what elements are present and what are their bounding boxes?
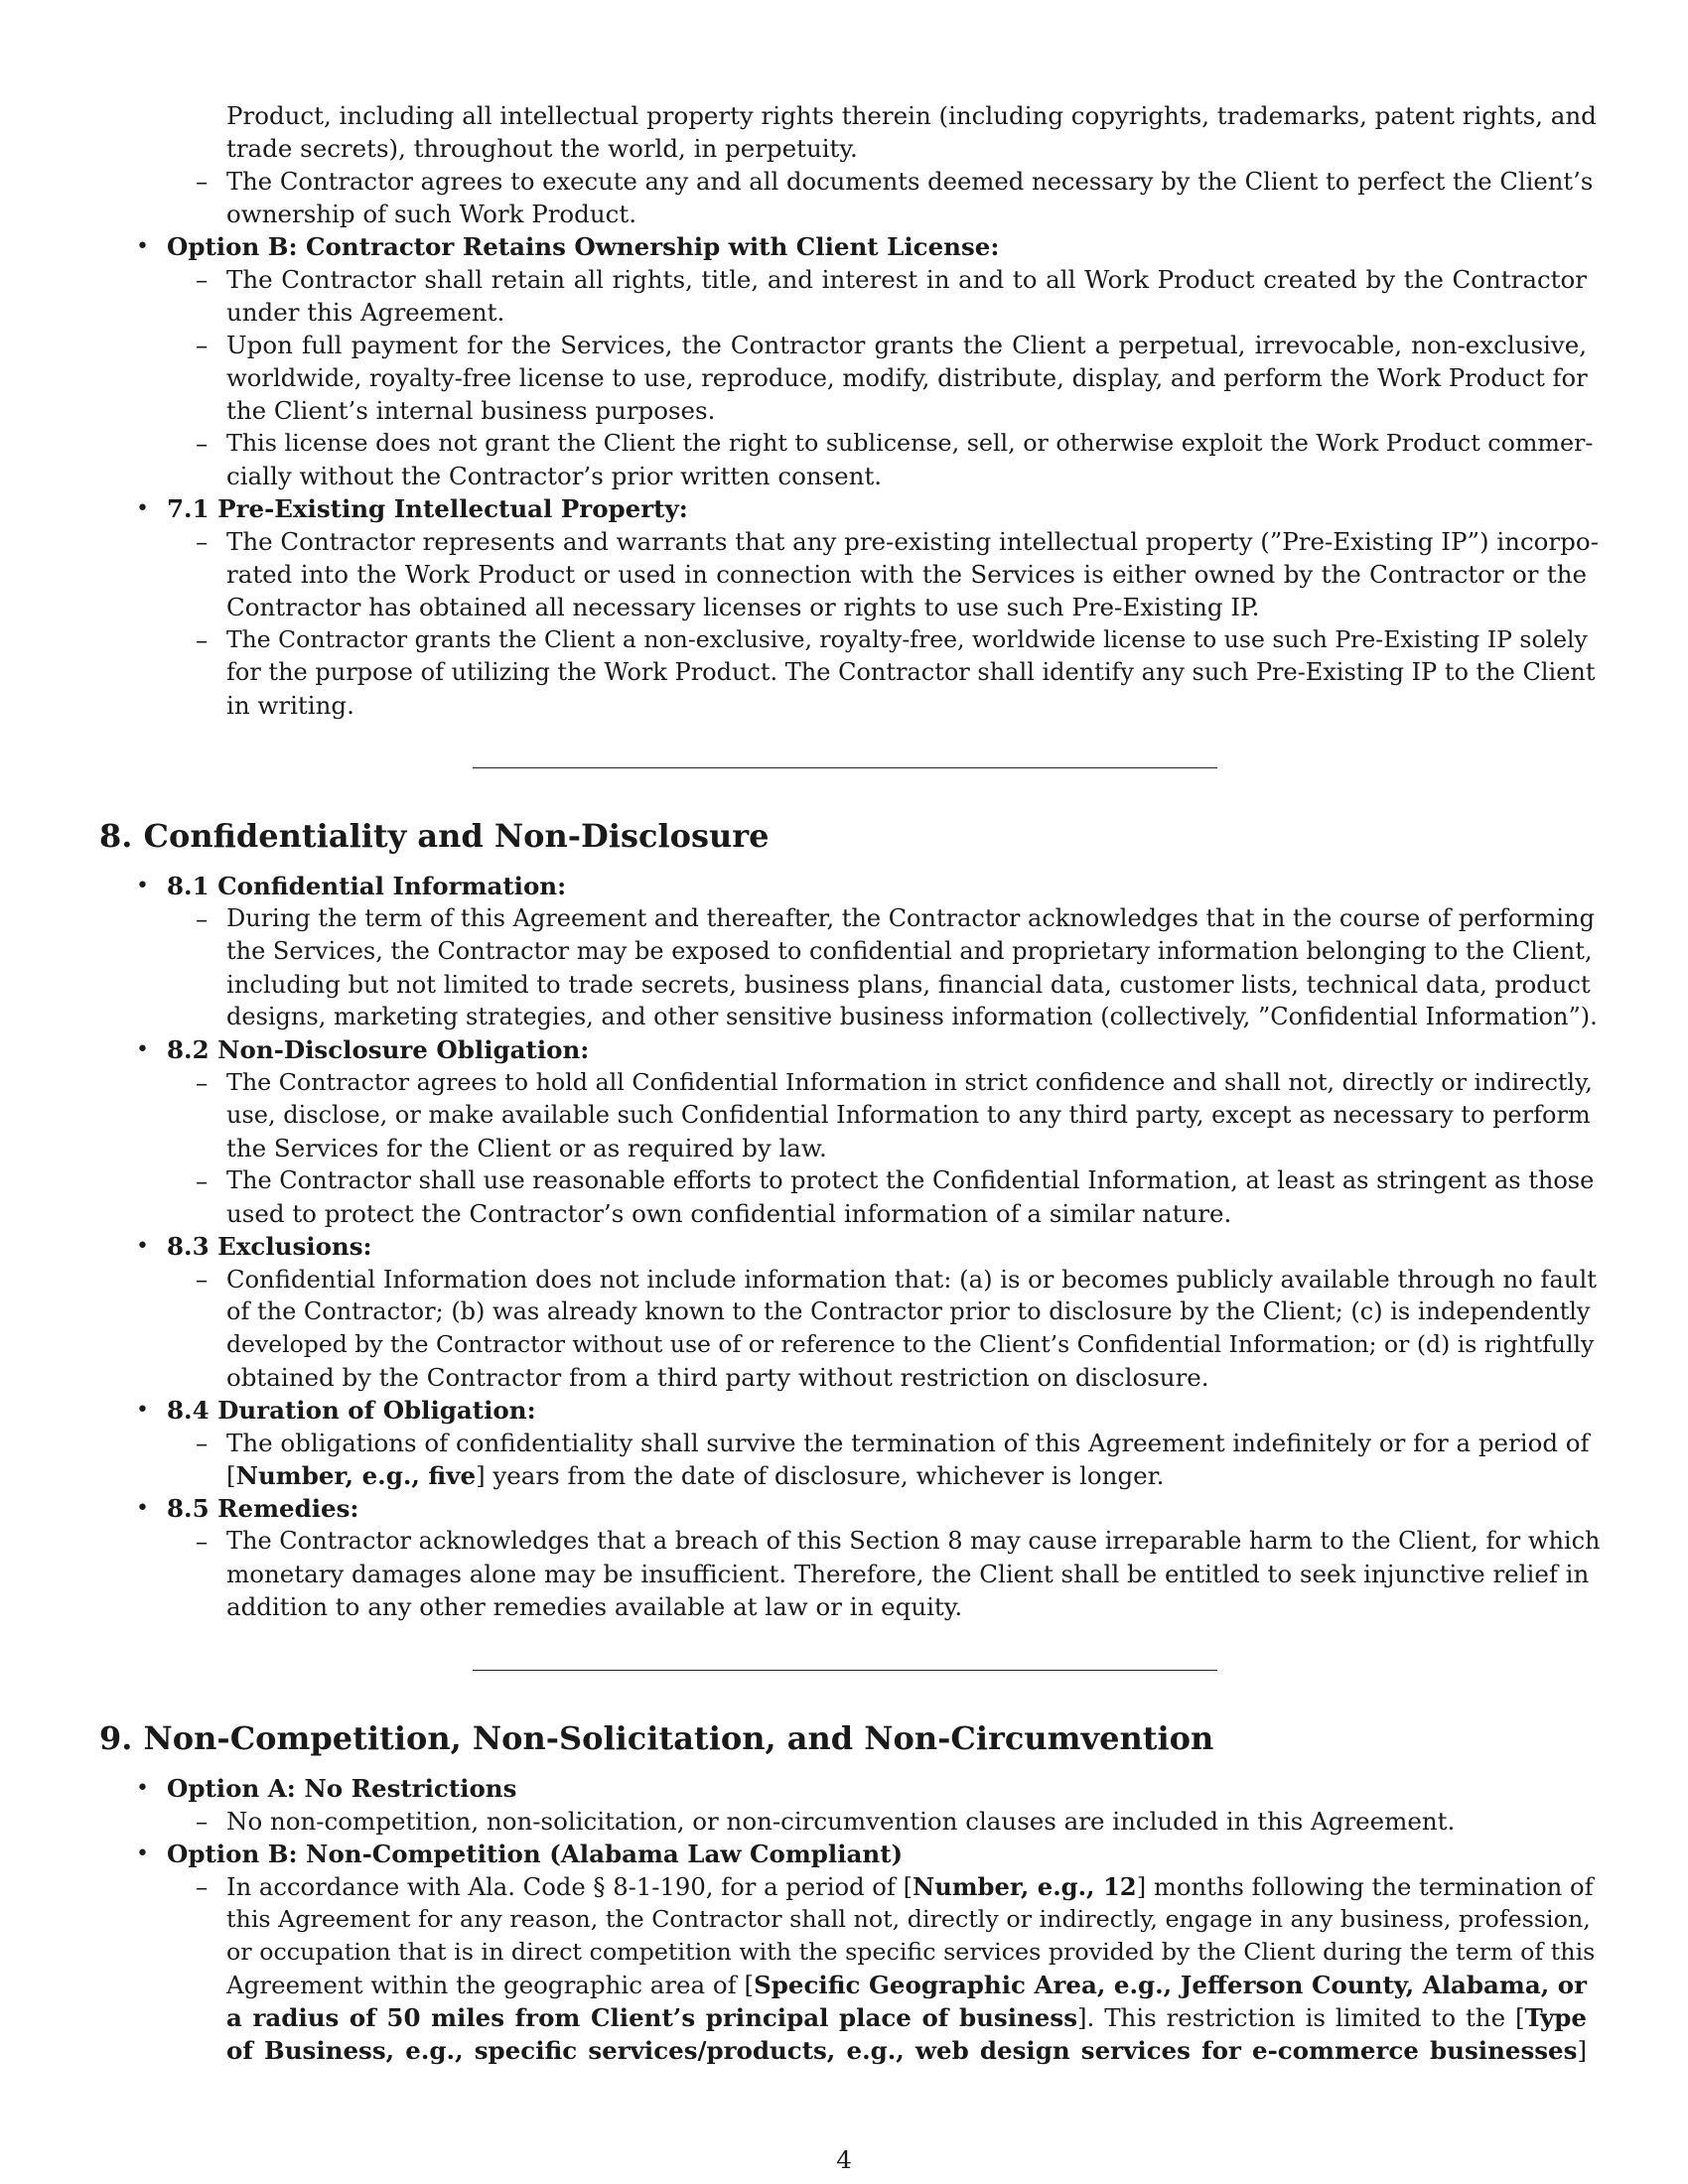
s71-item-line: The Contractor represents and warrants that any pre-existing intellectual property (”Pre-Existing IP”) incorpo-	[226, 527, 1599, 556]
dash-icon: –	[196, 167, 209, 196]
bracket-open: [	[226, 1461, 236, 1490]
dash-icon: –	[196, 265, 209, 294]
s7-item-line: the Client’s internal business purposes.	[226, 396, 716, 425]
s9-item-line	[226, 1870, 1594, 1903]
s9-line-post: ] months following the termination of	[1136, 1872, 1594, 1901]
bullet-icon: •	[136, 1037, 149, 1062]
s82-item-line: The Contractor shall use reasonable efforts to protect the Confidential Information, at least as stringent as those	[226, 1166, 1595, 1194]
dash-icon: –	[196, 904, 209, 933]
dash-icon: –	[196, 625, 209, 654]
s82-item-line: used to protect the Contractor’s own confidential information of a similar nature.	[226, 1199, 1232, 1228]
dash-icon: –	[196, 1265, 209, 1294]
s71-item-line: for the purpose of utilizing the Work Product. The Contractor shall identify any such Pre-Existing IP to the Client	[226, 658, 1596, 686]
placeholder-geo-area: a radius of 50 miles from Client’s principal place of business	[226, 2003, 1077, 2032]
s81-item-line: designs, marketing strategies, and other sensitive business information (collectively, ”Confidential Information”).	[226, 1003, 1598, 1030]
s85-item-line: The Contractor acknowledges that a breach of this Section 8 may cause irreparable harm to the Client, for which	[226, 1527, 1601, 1555]
placeholder-months: Number, e.g., 12	[913, 1872, 1137, 1901]
s82-item-line: the Services for the Client or as required by law.	[226, 1134, 827, 1162]
dash-icon: –	[196, 1527, 209, 1556]
dash-icon: –	[196, 429, 209, 458]
bullet-icon: •	[136, 1496, 149, 1521]
s7-item-line: worldwide, royalty-free license to use, reproduce, modify, distribute, display, and perform the Work Product for	[226, 363, 1588, 392]
s84-line-rest: ] years from the date of disclosure, whichever is longer.	[476, 1461, 1165, 1490]
s7-continuation-line: trade secrets), throughout the world, in perpetuity.	[226, 134, 858, 163]
dash-icon: –	[196, 1872, 209, 1901]
s83-item-line: Confidential Information does not include information that: (a) is or becomes publicly available through no fault	[226, 1265, 1597, 1294]
s81-title: 8.1 Confidential Information:	[167, 872, 567, 900]
dash-icon: –	[196, 1068, 209, 1097]
bullet-icon: •	[136, 874, 149, 898]
s9-item-line: this Agreement for any reason, the Contractor shall not, directly or indirectly, engage in any business, profession,	[226, 1905, 1591, 1933]
placeholder-business-type: of Business, e.g., specific services/products, e.g., web design services for e-commerce businesses	[226, 2036, 1578, 2065]
bullet-icon: •	[136, 234, 149, 259]
s84-item-line	[226, 1459, 1164, 1492]
s85-item-line: monetary damages alone may be insufficient. Therefore, the Client shall be entitled to seek injunctive relief in	[226, 1560, 1590, 1588]
dash-icon: –	[196, 1807, 209, 1836]
s84-title: 8.4 Duration of Obligation:	[167, 1396, 536, 1425]
dash-icon: –	[196, 1429, 209, 1457]
s71-item-line: The Contractor grants the Client a non-exclusive, royalty-free, worldwide license to use such Pre-Existing IP solely	[226, 625, 1588, 653]
s71-item-line: Contractor has obtained all necessary licenses or rights to use such Pre-Existing IP.	[226, 593, 1260, 621]
s84-item-line: The obligations of confidentiality shall survive the termination of this Agreement indefinitely or for a period of	[226, 1429, 1590, 1457]
s81-item-line: the Services, the Contractor may be exposed to confidential and proprietary information belonging to the Client,	[226, 937, 1593, 965]
s85-item-line: addition to any other remedies available at law or in equity.	[226, 1592, 963, 1621]
s9-item-line: or occupation that is in direct competition with the specific services provided by the Client during the term of this	[226, 1938, 1596, 1966]
bullet-icon: •	[136, 1776, 149, 1801]
s83-title: 8.3 Exclusions:	[167, 1232, 372, 1261]
s7-item-line: The Contractor agrees to execute any and all documents deemed necessary by the Client to perfect the Client’s	[226, 167, 1594, 196]
s9-line-mid: ]. This restriction is limited to the [	[1076, 2003, 1525, 2032]
section-8-heading: 8. Confidentiality and Non-Disclosure	[99, 817, 770, 855]
s7-item-line: This license does not grant the Client the right to sublicense, sell, or otherwise exploit the Work Product commer-	[226, 429, 1594, 457]
s7-item-line: cially without the Contractor’s prior written consent.	[226, 462, 883, 490]
s71-item-line: rated into the Work Product or used in connection with the Services is either owned by the Contractor or the	[226, 560, 1587, 589]
dash-icon: –	[196, 527, 209, 556]
placeholder-duration: Number, e.g., five	[235, 1461, 477, 1490]
section-divider	[473, 1670, 1217, 1671]
s85-title: 8.5 Remedies:	[167, 1494, 359, 1523]
placeholder-business-type: Type	[1524, 2003, 1587, 2032]
placeholder-geo-area: Specific Geographic Area, e.g., Jefferson County, Alabama, or	[754, 1971, 1588, 1999]
option-b-title: Option B: Non-Competition (Alabama Law Compliant)	[167, 1840, 904, 1868]
section-divider	[473, 767, 1217, 768]
option-a-title: Option A: No Restrictions	[167, 1774, 517, 1803]
s7-item-line: under this Agreement.	[226, 298, 505, 327]
dash-icon: –	[196, 1166, 209, 1195]
s83-item-line: of the Contractor; (b) was already known to the Contractor prior to disclosure by the Client; (c) is independently	[226, 1297, 1591, 1325]
s7-item-line: Upon full payment for the Services, the Contractor grants the Client a perpetual, irrevocable, non-exclusive,	[226, 331, 1587, 359]
s9-line-pre: Agreement within the geographic area of [	[226, 1971, 755, 1999]
s7-continuation-line: Product, including all intellectual property rights therein (including copyrights, trademarks, patent rights, and	[226, 101, 1597, 130]
section-9-heading: 9. Non-Competition, Non-Solicitation, and Non-Circumvention	[99, 1719, 1214, 1757]
s71-item-line: in writing.	[226, 691, 354, 720]
s9-item-line	[226, 2001, 1587, 2034]
s83-item-line: developed by the Contractor without use of or reference to the Client’s Confidential Information; or (d) is rightfully	[226, 1330, 1595, 1358]
option-b-title: Option B: Contractor Retains Ownership with Client License:	[167, 232, 1000, 261]
s82-title: 8.2 Non-Disclosure Obligation:	[167, 1035, 590, 1064]
s71-title: 7.1 Pre-Existing Intellectual Property:	[167, 494, 688, 523]
bullet-icon: •	[136, 1842, 149, 1866]
s9-item-line: No non-competition, non-solicitation, or non-circumvention clauses are included in this Agreement.	[226, 1807, 1456, 1836]
bullet-icon: •	[136, 496, 149, 521]
bullet-icon: •	[136, 1234, 149, 1259]
bracket-close: ]	[1577, 2036, 1587, 2065]
s81-item-line: During the term of this Agreement and thereafter, the Contractor acknowledges that in the course of performing	[226, 904, 1595, 932]
s82-item-line: use, disclose, or make available such Confidential Information to any third party, except as necessary to perform	[226, 1101, 1591, 1129]
s7-item-line: The Contractor shall retain all rights, title, and interest in and to all Work Product created by the Contractor	[226, 265, 1587, 294]
s81-item-line: including but not limited to trade secrets, business plans, financial data, customer lists, technical data, product	[226, 970, 1591, 999]
s83-item-line: obtained by the Contractor from a third party without restriction on disclosure.	[226, 1363, 1209, 1392]
bullet-icon: •	[136, 1398, 149, 1423]
s9-item-line	[226, 1969, 1587, 2001]
s9-item-line	[226, 2034, 1587, 2067]
dash-icon: –	[196, 331, 209, 359]
s9-line-pre: In accordance with Ala. Code § 8-1-190, for a period of [	[226, 1872, 914, 1901]
s82-item-line: The Contractor agrees to hold all Confidential Information in strict confidence and shall not, directly or indirectly,	[226, 1068, 1593, 1096]
page-number: 4	[836, 2145, 852, 2174]
s7-item-line: ownership of such Work Product.	[226, 200, 636, 228]
